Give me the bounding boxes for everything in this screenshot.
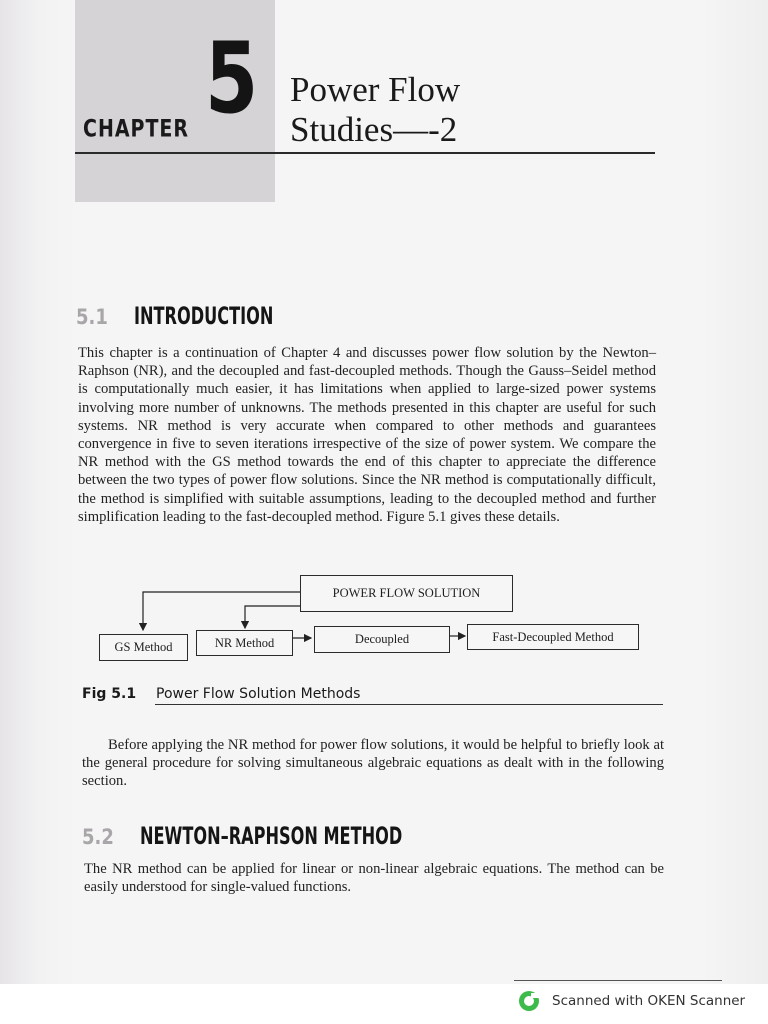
chapter-title-line-1: Power Flow [290, 70, 461, 109]
page-bottom-rule [514, 980, 722, 981]
chapter-title-rule [75, 152, 655, 154]
chapter-number: 5 [205, 22, 259, 136]
transition-paragraph: Before applying the NR method for power flow solutions, it would be helpful to briefly look at the general procedure for solving simultaneous algebraic equations as dealt with in the following section. [82, 737, 664, 790]
box-decoupled: Decoupled [314, 626, 450, 653]
section-number: 5.2 [82, 824, 114, 850]
section-title: INTRODUCTION [134, 302, 274, 330]
newton-raphson-paragraph: The NR method can be applied for linear or non-linear algebraic equations. The method can be easily understood for single-valued functions. [84, 861, 664, 896]
introduction-paragraph: This chapter is a continuation of Chapter 4 and discusses power flow solution by the Newton–Raphson (NR), and the decoupled and fast-decoupled methods. Though the Gauss–Seidel method is computationally much easier, it has limitations when applied to large-sized power systems involving more number of unknowns. The methods presented in this chapter are useful for such systems. NR method is very accurate when compared to other methods and guarantees convergence in five to seven iterations irrespective of the size of power system. We compare the NR method with the GS method towards the end of this chapter to appreciate the difference between the two types of power flow solutions. Since the NR method is computationally difficult, the method is simplified with suitable assumptions, leading to the decoupled method and further simplification leading to the fast-decoupled method. Figure 5.1 gives these details. [78, 345, 656, 525]
box-nr-method: NR Method [196, 630, 293, 656]
chapter-title [290, 70, 460, 150]
oken-scanner-logo-icon [518, 990, 540, 1012]
watermark-text: Scanned with OKEN Scanner [552, 993, 746, 1009]
box-gs-method: GS Method [99, 634, 188, 661]
figure-caption [82, 686, 360, 702]
section-number: 5.1 [76, 304, 108, 330]
chapter-label: CHAPTER [83, 115, 190, 143]
connector-to-nr [245, 606, 300, 628]
figure-label: Fig 5.1 [82, 686, 137, 702]
section-heading-introduction [76, 302, 298, 330]
box-fast-decoupled-method: Fast-Decoupled Method [467, 624, 639, 650]
figure-caption-rule [155, 704, 663, 705]
section-title: NEWTON–RAPHSON METHOD [140, 822, 403, 850]
section-heading-newton-raphson [82, 822, 449, 850]
chapter-title-line-2: Studies—-2 [290, 110, 458, 149]
scanner-watermark-bar [0, 984, 768, 1024]
box-power-flow-solution: POWER FLOW SOLUTION [300, 575, 513, 612]
figure-caption-text: Power Flow Solution Methods [156, 686, 361, 702]
scanner-watermark [518, 990, 745, 1012]
connector-to-gs [143, 592, 300, 630]
